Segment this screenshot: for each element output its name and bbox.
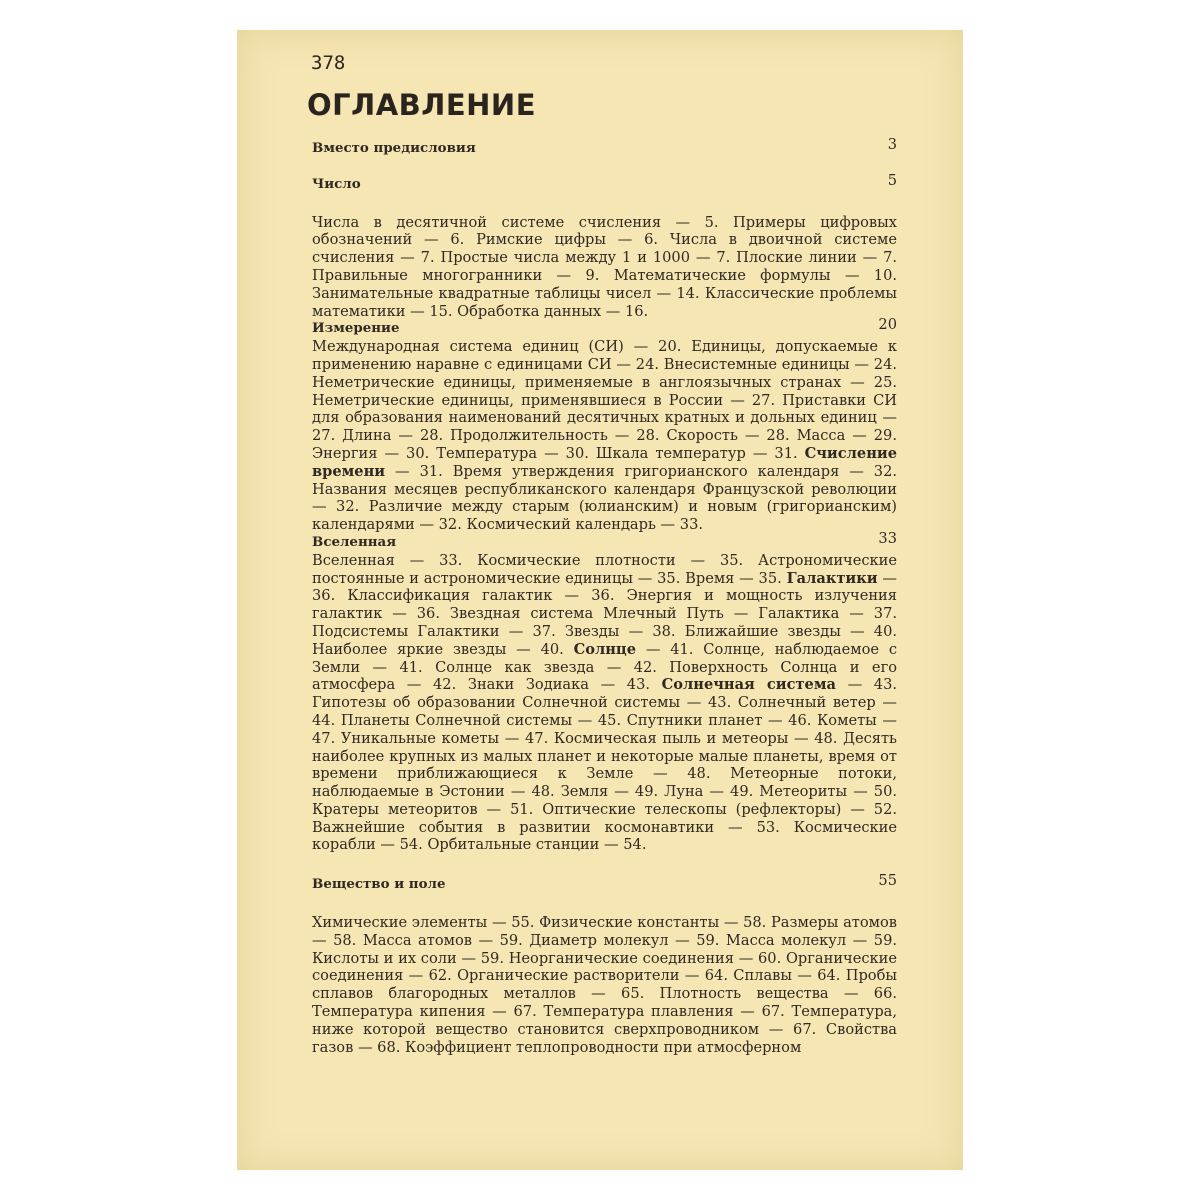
toc-entries-text: Числа в десятичной системе счисления — 5. Примеры цифровых обозначений — 6. Римские цифры — 6. Числа в двоичной системе счисления — 7. Простые числа между 1 и 1000 — 7. Плоские линии — 7. Правильные многогранники — 9. Математические формулы — 10. Занимательные квадратные таблицы чисел — 14. Классические проблемы математики — 15. Обработка данных — 16. [312, 213, 897, 320]
toc-entries-text: Вселенная — 33. Космические плотности — 35. Астрономические постоянные и астрономические единицы — 35. Время — 35. [312, 551, 897, 587]
toc-entries-text: Международная система единиц (СИ) — 20. Единицы, допускаемые к применению наравне с единицами СИ — 24. Внесистемные единицы — 24. Неметрические единицы, применяемые в англоязычных странах — 25. Неметрические единицы, применявшиеся в России — 27. Приставки СИ для образования наименований десятичных кратных и дольных единиц — 27. Длина — 28. Продолжительность — 28. Скорость — 28. Масса — 29. Энергия — 30. Температура — 30. Шкала температур — 31. [312, 338, 897, 462]
toc-page-ref: 20 [878, 316, 897, 334]
page-number: 378 [311, 52, 346, 74]
toc-entries-text: — 36. Классификация галактик — 36. Энергия и мощность излучения галактик — 36. Звездная система Млечный Путь — Галактика — 37. Подсистемы Галактики — 37. Звезды — 38. Ближайшие звезды — 40. Наиболее яркие звезды — 40. [312, 569, 898, 658]
toc-page-ref: 5 [887, 171, 897, 189]
toc-page-ref: 3 [887, 136, 897, 153]
toc-entries-text: Химические элементы — 55. Физические константы — 58. Размеры атомов — 58. Масса атомов — 59. Диаметр молекул — 59. Масса молекул — 59. Кислоты и их соли — 59. Неорганические соединения — 60. Органические соединения — 62. Органические растворители — 64. Сплавы — 64. Пробы сплавов благородных металлов — 65. Плотность вещества — 66. Температура кипения — 67. Температура плавления — 67. Температура, ниже которой вещество становится сверхпроводником — 67. Свойства газов — 68. Коэффициент теплопроводности при атмосферном [312, 914, 897, 1056]
toc-subheading: Галактики [786, 569, 878, 587]
toc-entries-text: — 41. Солнце, наблюдаемое с Земли — 41. Солнце как звезда — 42. Поверхность Солнца и его атмосфера — 42. Знаки Зодиака — 43. [312, 640, 897, 694]
toc-subheading: Солнечная система [661, 676, 836, 694]
toc-entries-text: — 31. Время утверждения григорианского календаря — 32. Названия месяцев республиканского календаря Французской революции — 32. Различие между старым (юлианским) и новым (григорианским) календарями — 32. Космический календарь — 33. [312, 462, 897, 534]
toc-page-ref: 33 [878, 529, 897, 547]
book-page [237, 30, 963, 1170]
toc-section-entries [312, 552, 897, 855]
toc-section-heading [312, 529, 897, 552]
toc-section-heading [312, 316, 897, 338]
toc-entries-text: — 43. Гипотезы об образовании Солнечной системы — 43. Солнечный ветер — 44. Планеты Солнечной системы — 45. Спутники планет — 46. Кометы — 47. Уникальные кометы — 47. Космическая пыль и метеоры — 48. Десять наиболее крупных из малых планет и некоторые малые планеты, время от времени приближающиеся к Земле — 48. Метеорные потоки, наблюдаемые в Эстонии — 48. Земля — 49. Луна — 49. Метеориты — 50. Кратеры метеоритов — 51. Оптические телескопы (рефлекторы) — 52. Важнейшие события в развитии космонавтики — 53. Космические корабли — 54. Орбитальные станции — 54. [312, 676, 897, 854]
toc-heading-text: Вещество и поле [312, 876, 446, 893]
toc-heading-text: Вселенная [312, 533, 397, 550]
toc-subheading: Солнце [573, 640, 636, 658]
toc-section-entries [312, 914, 897, 1056]
page-title: ОГЛАВЛЕНИЕ [307, 88, 537, 122]
toc-section-heading [312, 872, 897, 894]
toc-heading-text: Число [312, 175, 361, 192]
toc-section-entries [312, 338, 897, 534]
toc-heading-text: Вместо предисловия [312, 140, 476, 156]
toc-section-heading [312, 171, 897, 194]
toc-section-heading [312, 136, 897, 158]
toc-page-ref: 55 [878, 872, 897, 890]
table-of-contents [312, 136, 898, 1056]
toc-subheading: Счисление времени [312, 444, 897, 480]
toc-section-entries [312, 214, 897, 321]
toc-heading-text: Измерение [312, 320, 400, 337]
